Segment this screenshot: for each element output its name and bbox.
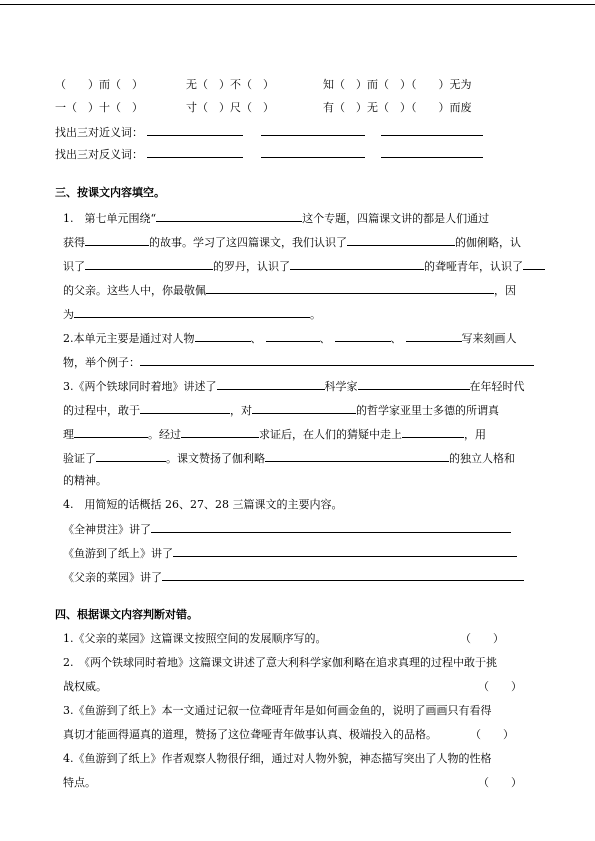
q2-sep-2: 、 — [319, 332, 331, 345]
q1-text-5b: 。 — [310, 308, 321, 321]
q3-text-2a: 的过程中，敢于 — [63, 404, 140, 417]
q3-text-3a: 理 — [63, 428, 74, 441]
q2-blank-2[interactable] — [266, 330, 320, 342]
q1-text-3b: 的罗丹，认识了 — [213, 260, 290, 273]
q3-text-2c: 的哲学家亚里士多德的所谓真 — [356, 404, 499, 417]
q2-blank-example[interactable] — [140, 354, 534, 366]
q1-line5 — [63, 306, 321, 322]
q2-blank-3[interactable] — [335, 330, 391, 342]
antonyms-label: 找出三对反义词： — [55, 148, 143, 161]
q4-blank-b[interactable] — [173, 545, 517, 557]
q3-text-3d: ，用 — [464, 428, 486, 441]
q1-text-1a: 1. 第七单元围绕“ — [63, 212, 157, 225]
q3-blank-6[interactable] — [181, 426, 259, 438]
q3-line2 — [63, 402, 499, 418]
q3-text-4b: 。课文赞扬了伽利略 — [166, 452, 265, 465]
q2-blank-1[interactable] — [195, 330, 251, 342]
judge-2-text-1: 2. 《两个铁球同时着地》这篇课文讲述了意大利科学家伽利略在追求真理的过程中敢于挑 — [63, 656, 497, 669]
q1-line4 — [63, 282, 516, 298]
judge-3-text-2: 真切才能画得逼真的道理，赞扬了这位聋哑青年做事认真、极端投入的品格。 — [63, 728, 437, 741]
q3-blank-4[interactable] — [252, 402, 356, 414]
top-rule — [0, 4, 595, 5]
q3-line5: 的精神。 — [63, 474, 107, 487]
q1-blank-8[interactable] — [74, 306, 310, 318]
idiom-5: 寸（ ）尺（ ） — [186, 101, 274, 114]
q3-text-1b: 科学家 — [324, 380, 358, 393]
q3-text-4a: 验证了 — [63, 452, 96, 465]
q1-blank-topic[interactable] — [156, 210, 302, 222]
q4-label-a: 《全神贯注》讲了 — [63, 523, 151, 536]
q1-blank-3[interactable] — [347, 234, 455, 246]
q3-text-4c: 的独立人格和 — [449, 452, 515, 465]
q1-blank-7[interactable] — [206, 282, 494, 294]
q1-blank-6[interactable] — [523, 258, 545, 270]
q1-line3 — [63, 258, 545, 274]
antonyms-row — [55, 146, 483, 162]
q3-text-3c: 求证后，在人们的猜疑中走上 — [259, 428, 402, 441]
q2-text-1a: 2.本单元主要是通过对人物 — [63, 332, 195, 345]
judge-4-text-1: 4.《鱼游到了纸上》作者观察人物很仔细，通过对人物外貌，神态描写突出了人物的性格 — [63, 752, 492, 765]
idiom-4: 一（ ）十（ ） — [55, 101, 143, 114]
q1-line2 — [63, 234, 521, 250]
q4-label-c: 《父亲的菜园》讲了 — [63, 571, 162, 584]
q1-blank-4[interactable] — [85, 258, 213, 270]
q2-line1 — [63, 330, 517, 346]
q3-blank-5[interactable] — [74, 426, 148, 438]
judge-2-mark[interactable]: （ ） — [478, 680, 522, 693]
q1-text-4a: 的父亲。这些人中，你最敬佩 — [63, 284, 206, 297]
q1-text-4b: ，因 — [494, 284, 516, 297]
q2-sep-3: 、 — [390, 332, 402, 345]
synonyms-label: 找出三对近义词： — [55, 126, 143, 139]
synonyms-row — [55, 124, 483, 140]
q1-text-3a: 识了 — [63, 260, 85, 273]
judge-2-text-2: 战权威。 — [63, 680, 107, 693]
q1-text-1b: 这个专题，四篇课文讲的都是人们通过 — [302, 212, 490, 225]
q1-line1 — [63, 210, 489, 226]
antonym-blank-3[interactable] — [381, 146, 483, 158]
synonym-blank-3[interactable] — [381, 124, 483, 136]
judge-1-mark[interactable]: （ ） — [460, 632, 504, 645]
q3-text-3b: 。经过 — [148, 428, 181, 441]
q3-line4 — [63, 450, 515, 466]
q3-blank-7[interactable] — [402, 426, 464, 438]
judge-4-text-2: 特点。 — [63, 776, 96, 789]
antonym-blank-1[interactable] — [147, 146, 243, 158]
q2-sep-1: 、 — [250, 332, 262, 345]
q3-text-1a: 3.《两个铁球同时着地》讲述了 — [63, 380, 217, 393]
q3-line3 — [63, 426, 486, 442]
judge-4-mark[interactable]: （ ） — [478, 776, 522, 789]
q1-text-5a: 为 — [63, 308, 74, 321]
q3-blank-1[interactable] — [217, 378, 325, 390]
judge-3-mark[interactable]: （ ） — [470, 728, 514, 741]
q1-blank-5[interactable] — [290, 258, 424, 270]
q4-line-c — [63, 569, 524, 585]
q3-blank-8[interactable] — [96, 450, 166, 462]
idiom-3: 知（ ）而（ ）（ ）无为 — [323, 78, 472, 91]
idiom-2: 无（ ）不（ ） — [186, 78, 274, 91]
q1-text-2a: 获得 — [63, 236, 85, 249]
q2-text-2a: 物，举个例子： — [63, 356, 140, 369]
synonym-blank-2[interactable] — [261, 124, 365, 136]
q4-blank-c[interactable] — [162, 569, 524, 581]
q3-line1 — [63, 378, 525, 394]
q4-label-b: 《鱼游到了纸上》讲了 — [63, 547, 173, 560]
q1-text-2b: 的故事。学习了这四篇课文，我们认识了 — [149, 236, 347, 249]
q4-line-a — [63, 521, 511, 537]
q3-blank-9[interactable] — [265, 450, 449, 462]
q4-intro: 4. 用简短的话概括 26、27、28 三篇课文的主要内容。 — [63, 498, 343, 511]
idiom-1: （ ）而（ ） — [55, 78, 143, 91]
q1-text-2c: 的伽俐略，认 — [455, 236, 521, 249]
q2-line2 — [63, 354, 534, 370]
antonym-blank-2[interactable] — [261, 146, 365, 158]
q3-text-1c: 在年轻时代 — [469, 380, 525, 393]
q1-blank-2[interactable] — [85, 234, 149, 246]
section4-title: 四、根据课文内容判断对错。 — [55, 608, 198, 621]
q3-blank-3[interactable] — [140, 402, 230, 414]
judge-3-text-1: 3.《鱼游到了纸上》本一文通过记叙一位聋哑青年是如何画金鱼的，说明了画画只有看得 — [63, 704, 492, 717]
q2-blank-4[interactable] — [406, 330, 462, 342]
q2-text-1b: 写来刻画人 — [461, 332, 517, 345]
q1-text-3c: 的聋哑青年，认识了 — [424, 260, 523, 273]
q4-line-b — [63, 545, 517, 561]
idiom-6: 有（ ）无（ ）（ ）而废 — [323, 101, 472, 114]
section3-title: 三、按课文内容填空。 — [55, 186, 165, 199]
judge-1-text: 1.《父亲的菜园》这篇课文按照空间的发展顺序写的。 — [63, 632, 327, 645]
q4-blank-a[interactable] — [151, 521, 511, 533]
q3-text-2b: ，对 — [230, 404, 252, 417]
q3-blank-2[interactable] — [358, 378, 470, 390]
synonym-blank-1[interactable] — [147, 124, 243, 136]
